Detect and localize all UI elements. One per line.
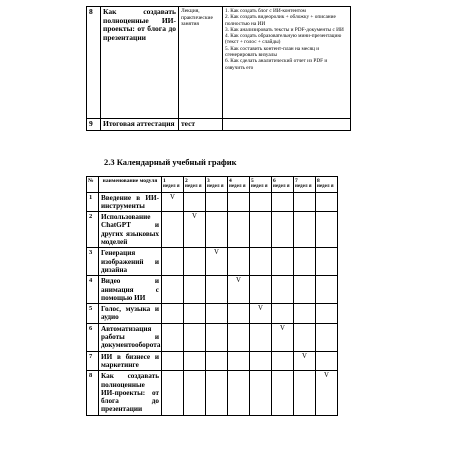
schedule-week-cell <box>184 276 206 304</box>
schedule-week-cell <box>184 351 206 371</box>
schedule-row-number: 5 <box>87 304 99 324</box>
schedule-module-name: Автоматизация работы и документооборота <box>99 323 162 351</box>
row-content <box>223 7 351 119</box>
schedule-row-number: 4 <box>87 276 99 304</box>
row-topic-title: Как создавать полноценные ИИ-проекты: от блога до презентации <box>101 7 179 119</box>
header-week <box>250 177 272 193</box>
schedule-week-cell <box>294 192 316 212</box>
schedule-week-cell <box>228 248 250 276</box>
row-lesson-form: тест <box>179 119 223 131</box>
header-week <box>316 177 338 193</box>
header-week <box>184 177 206 193</box>
schedule-week-cell: V <box>272 323 294 351</box>
schedule-row <box>87 276 338 304</box>
content-line: 1. Как создать блог с ИИ-контентом <box>225 8 306 14</box>
schedule-week-cell <box>206 304 228 324</box>
header-number: № <box>87 177 99 193</box>
schedule-module-name: Введение в ИИ-инструменты <box>99 192 162 212</box>
schedule-week-cell: V <box>184 212 206 248</box>
week-label: недел я <box>207 184 224 190</box>
schedule-week-cell <box>294 323 316 351</box>
header-week <box>206 177 228 193</box>
schedule-week-cell <box>228 351 250 371</box>
schedule-module-name: Как создавать полноценные ИИ-проекты: от блога до презентации <box>99 371 162 415</box>
schedule-week-cell <box>206 192 228 212</box>
schedule-week-cell <box>228 323 250 351</box>
week-label: недел я <box>163 184 180 190</box>
week-label: недел я <box>185 184 202 190</box>
week-label: недел я <box>229 184 246 190</box>
schedule-row-number: 8 <box>87 371 99 415</box>
schedule-week-cell <box>228 192 250 212</box>
week-number: 7 <box>295 178 298 184</box>
schedule-week-cell <box>206 323 228 351</box>
schedule-row <box>87 323 338 351</box>
schedule-module-name: ИИ в бизнесе и маркетинге <box>99 351 162 371</box>
schedule-row <box>87 248 338 276</box>
section-heading: 2.3 Календарный учебный график <box>104 157 237 167</box>
schedule-week-cell <box>162 276 184 304</box>
row-number: 8 <box>87 7 101 119</box>
header-week <box>294 177 316 193</box>
schedule-week-cell <box>184 192 206 212</box>
week-number: 1 <box>163 178 166 184</box>
schedule-week-cell <box>250 351 272 371</box>
schedule-week-cell <box>272 304 294 324</box>
week-label: недел я <box>273 184 290 190</box>
schedule-week-cell <box>162 212 184 248</box>
schedule-row <box>87 351 338 371</box>
schedule-week-cell <box>184 323 206 351</box>
schedule-week-cell <box>250 276 272 304</box>
schedule-header-row <box>87 177 338 193</box>
schedule-week-cell: V <box>162 192 184 212</box>
week-number: 2 <box>185 178 188 184</box>
schedule-week-cell <box>228 371 250 415</box>
schedule-row-number: 2 <box>87 212 99 248</box>
row-lesson-form: Лекция, практические занятия <box>179 7 223 119</box>
schedule-row-number: 1 <box>87 192 99 212</box>
week-number: 4 <box>229 178 232 184</box>
schedule-week-cell <box>294 371 316 415</box>
schedule-week-cell <box>294 304 316 324</box>
week-number: 3 <box>207 178 210 184</box>
schedule-week-cell: V <box>206 248 228 276</box>
program-content-body <box>87 7 351 131</box>
calendar-schedule-table <box>86 176 338 416</box>
schedule-week-cell <box>272 371 294 415</box>
schedule-week-cell <box>316 304 338 324</box>
week-label: недел я <box>295 184 312 190</box>
schedule-week-cell <box>316 212 338 248</box>
schedule-week-cell <box>206 212 228 248</box>
schedule-row <box>87 304 338 324</box>
header-week <box>162 177 184 193</box>
schedule-row <box>87 192 338 212</box>
schedule-week-cell <box>294 276 316 304</box>
program-row <box>87 119 351 131</box>
schedule-week-cell <box>206 276 228 304</box>
schedule-week-cell: V <box>228 276 250 304</box>
header-module-name: наименование модуля <box>99 177 162 193</box>
schedule-week-cell <box>162 351 184 371</box>
row-topic-title: Итоговая аттестация <box>101 119 179 131</box>
schedule-week-cell <box>206 371 228 415</box>
schedule-week-cell <box>250 212 272 248</box>
content-line: 2. Как создать видеоролик + обложку + описание полностью на ИИ <box>225 14 336 27</box>
row-number: 9 <box>87 119 101 131</box>
schedule-week-cell <box>294 212 316 248</box>
content-line: 4. Как создать образовательную мини-презентацию (текст + голос + слайды) <box>225 33 342 46</box>
schedule-week-cell <box>272 276 294 304</box>
schedule-week-cell <box>184 304 206 324</box>
header-week <box>272 177 294 193</box>
schedule-module-name: Видео и анимация с помощью ИИ <box>99 276 162 304</box>
schedule-module-name: Генерация изображений и дизайна <box>99 248 162 276</box>
schedule-body <box>87 192 338 415</box>
week-number: 8 <box>317 178 320 184</box>
header-week <box>228 177 250 193</box>
schedule-week-cell <box>250 323 272 351</box>
week-label: недел я <box>251 184 268 190</box>
schedule-week-cell <box>162 371 184 415</box>
schedule-week-cell <box>316 192 338 212</box>
schedule-week-cell <box>162 304 184 324</box>
week-label: недел я <box>317 184 334 190</box>
content-line: 3. Как анализировать тексты и PDF-документы с ИИ <box>225 26 344 33</box>
schedule-row-number: 7 <box>87 351 99 371</box>
schedule-week-cell <box>272 192 294 212</box>
schedule-module-name: Использование ChatGPT и других языковых моделей <box>99 212 162 248</box>
schedule-week-cell <box>250 371 272 415</box>
content-line: 6. Как сделать аналитический отчет из PDF и озвучить его <box>225 58 328 71</box>
schedule-week-cell <box>162 248 184 276</box>
schedule-week-cell <box>294 248 316 276</box>
week-number: 5 <box>251 178 254 184</box>
content-line: 5. Как составить контент-план на месяц и сгенерировать визуалы <box>225 45 320 59</box>
schedule-week-cell <box>272 248 294 276</box>
schedule-week-cell <box>272 351 294 371</box>
schedule-week-cell <box>316 248 338 276</box>
schedule-week-cell <box>250 192 272 212</box>
schedule-week-cell <box>228 304 250 324</box>
schedule-row <box>87 371 338 415</box>
schedule-week-cell <box>162 323 184 351</box>
schedule-week-cell <box>272 212 294 248</box>
schedule-week-cell <box>184 371 206 415</box>
schedule-week-cell <box>250 248 272 276</box>
schedule-row-number: 3 <box>87 248 99 276</box>
row-content <box>223 119 351 131</box>
program-content-table <box>86 6 351 131</box>
schedule-week-cell: V <box>294 351 316 371</box>
program-row <box>87 7 351 119</box>
schedule-row <box>87 212 338 248</box>
schedule-week-cell: V <box>316 371 338 415</box>
week-number: 6 <box>273 178 276 184</box>
schedule-week-cell <box>316 276 338 304</box>
schedule-week-cell <box>316 323 338 351</box>
schedule-week-cell <box>228 212 250 248</box>
schedule-week-cell <box>316 351 338 371</box>
schedule-week-cell <box>206 351 228 371</box>
schedule-module-name: Голос, музыка и аудио <box>99 304 162 324</box>
schedule-row-number: 6 <box>87 323 99 351</box>
schedule-week-cell <box>184 248 206 276</box>
schedule-week-cell: V <box>250 304 272 324</box>
